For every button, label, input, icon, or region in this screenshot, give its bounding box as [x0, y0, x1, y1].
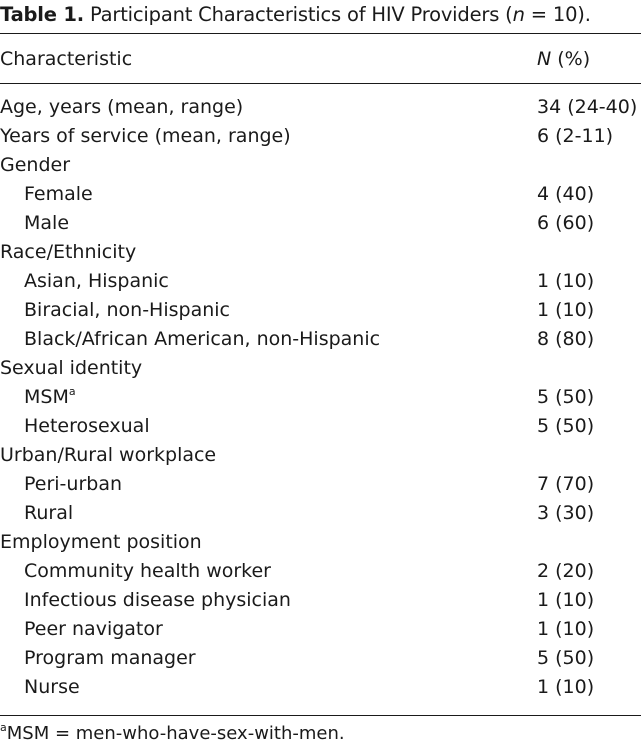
row-label-text: MSM	[24, 386, 69, 408]
row-label	[24, 296, 230, 325]
caption-n: n	[512, 3, 525, 26]
row-label	[0, 151, 70, 180]
row-label	[24, 644, 196, 673]
row-label-text: Rural	[24, 502, 74, 524]
table-row	[0, 586, 641, 615]
table-body	[0, 93, 641, 702]
top-rule	[0, 33, 641, 34]
row-label	[24, 180, 93, 209]
table-row	[0, 412, 641, 441]
row-label-text: Black/African American, non-Hispanic	[24, 328, 381, 350]
footnote-marker: a	[0, 721, 7, 734]
table-label: Table 1.	[0, 3, 84, 26]
table-row-group	[0, 122, 641, 151]
row-value: 7 (70)	[537, 473, 595, 495]
table-row	[0, 673, 641, 702]
row-label	[0, 238, 136, 267]
row-label	[0, 93, 243, 122]
row-label-text: Age, years (mean, range)	[0, 96, 244, 118]
row-label-text: Race/Ethnicity	[0, 241, 137, 263]
row-label	[0, 528, 202, 557]
row-label-text: Peer navigator	[24, 618, 163, 640]
table-caption	[0, 0, 641, 30]
table-row	[0, 209, 641, 238]
bottom-rule	[0, 715, 641, 716]
table-row-group	[0, 151, 641, 180]
table-row-group	[0, 238, 641, 267]
row-label-text: Nurse	[24, 676, 80, 698]
caption-count: = 10).	[524, 3, 591, 26]
row-label-text: Male	[24, 212, 70, 234]
row-label-text: Community health worker	[24, 560, 271, 582]
row-value: 8 (80)	[537, 328, 595, 350]
table-footnote	[0, 722, 345, 746]
row-value: 1 (10)	[537, 299, 595, 321]
row-value: 5 (50)	[537, 386, 595, 408]
header-n: N	[537, 48, 552, 70]
row-label-text: Peri-urban	[24, 473, 123, 495]
row-label-text: Gender	[0, 154, 71, 176]
header-percent: (%)	[551, 48, 591, 70]
table-row	[0, 499, 641, 528]
table-row	[0, 267, 641, 296]
row-value: 1 (10)	[537, 676, 595, 698]
row-label	[24, 412, 150, 441]
row-label-text: Infectious disease physician	[24, 589, 291, 611]
row-label	[0, 122, 291, 151]
row-label	[24, 209, 69, 238]
row-value: 5 (50)	[537, 647, 595, 669]
row-label	[0, 441, 216, 470]
row-label	[24, 557, 271, 586]
row-label	[24, 267, 169, 296]
row-label	[24, 325, 380, 354]
header-characteristic: Characteristic	[0, 48, 133, 70]
header-n-percent	[537, 44, 590, 74]
table-row-group	[0, 528, 641, 557]
table-row	[0, 180, 641, 209]
row-value: 6 (2-11)	[537, 125, 614, 147]
footnote-text: MSM = men-who-have-sex-with-men.	[6, 723, 345, 744]
row-label-text: Asian, Hispanic	[24, 270, 169, 292]
table-row-group	[0, 93, 641, 122]
row-label-text: Years of service (mean, range)	[0, 125, 291, 147]
row-value: 1 (10)	[537, 270, 595, 292]
table-row	[0, 557, 641, 586]
row-label	[0, 354, 142, 383]
row-label	[24, 586, 291, 615]
row-label	[24, 470, 122, 499]
row-label	[24, 673, 80, 702]
row-label-text: Program manager	[24, 647, 196, 669]
table-row	[0, 325, 641, 354]
row-label-text: Urban/Rural workplace	[0, 444, 217, 466]
row-label-text: Sexual identity	[0, 357, 143, 379]
table-row	[0, 644, 641, 673]
row-value: 4 (40)	[537, 183, 595, 205]
row-label-text: Biracial, non-Hispanic	[24, 299, 230, 321]
row-label	[24, 383, 76, 412]
row-value: 2 (20)	[537, 560, 595, 582]
table-row	[0, 615, 641, 644]
row-value: 6 (60)	[537, 212, 595, 234]
caption-text: Participant Characteristics of HIV Providers (	[89, 3, 513, 26]
row-value: 1 (10)	[537, 589, 595, 611]
row-value: 3 (30)	[537, 502, 595, 524]
row-label-text: Employment position	[0, 531, 202, 553]
row-label-text: Heterosexual	[24, 415, 150, 437]
row-label-text: Female	[24, 183, 93, 205]
table-row	[0, 296, 641, 325]
table-row-group	[0, 441, 641, 470]
row-label	[24, 499, 73, 528]
table-row	[0, 470, 641, 499]
header-rule	[0, 83, 641, 84]
row-value: 1 (10)	[537, 618, 595, 640]
row-value: 34 (24-40)	[537, 96, 638, 118]
row-value: 5 (50)	[537, 415, 595, 437]
table-row	[0, 383, 641, 412]
table-row-group	[0, 354, 641, 383]
row-label	[24, 615, 163, 644]
row-footnote-marker: a	[68, 385, 76, 398]
